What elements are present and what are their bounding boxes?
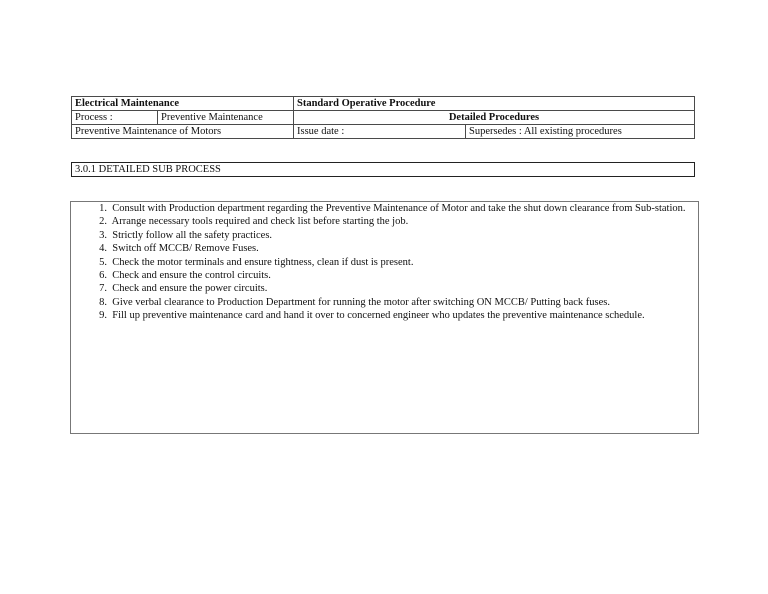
step-item — [91, 215, 694, 228]
process-label: Process : — [72, 111, 158, 125]
step-item — [91, 256, 694, 269]
step-item — [91, 202, 694, 215]
step-text: Consult with Production department regarding the Preventive Maintenance of Motor and take the shut down clearance from Sub-station. — [112, 203, 686, 214]
header-row-1 — [72, 97, 695, 111]
process-value: Preventive Maintenance — [158, 111, 294, 125]
step-item — [91, 309, 694, 322]
procedure-steps-box — [70, 201, 699, 434]
issue-date-label: Issue date : — [294, 125, 466, 139]
step-number: 9. — [99, 310, 107, 322]
step-number: 5. — [99, 256, 107, 268]
department-name: Electrical Maintenance — [72, 97, 294, 111]
step-number: 6. — [99, 270, 107, 282]
step-number: 3. — [99, 229, 107, 241]
step-text: Switch off MCCB/ Remove Fuses. — [112, 243, 259, 255]
header-table — [71, 96, 695, 139]
header-row-3 — [72, 125, 695, 139]
step-number: 1. — [99, 203, 107, 214]
step-item — [91, 282, 694, 295]
header-row-2 — [72, 111, 695, 125]
section-title: Detailed Procedures — [294, 111, 695, 125]
step-item — [91, 242, 694, 255]
step-number: 2. — [99, 216, 107, 228]
supersedes-note: Supersedes : All existing procedures — [466, 125, 695, 139]
procedure-subject: Preventive Maintenance of Motors — [72, 125, 294, 139]
step-number: 4. — [99, 243, 107, 255]
step-text: Arrange necessary tools required and check list before starting the job. — [111, 216, 409, 228]
step-number: 8. — [99, 296, 107, 308]
step-text: Check and ensure the power circuits. — [112, 283, 268, 295]
step-text: Check the motor terminals and ensure tightness, clean if dust is present. — [112, 256, 414, 268]
step-text: Give verbal clearance to Production Department for running the motor after switching ON MCCB/ Putting back fuses. — [112, 296, 611, 308]
sub-process-title: 3.0.1 DETAILED SUB PROCESS — [71, 162, 695, 177]
step-text: Check and ensure the control circuits. — [112, 270, 271, 282]
step-item — [91, 229, 694, 242]
step-text: Strictly follow all the safety practices. — [112, 229, 273, 241]
procedure-steps-list — [91, 202, 694, 323]
step-number: 7. — [99, 283, 107, 295]
step-item — [91, 296, 694, 309]
step-item — [91, 269, 694, 282]
document-type: Standard Operative Procedure — [294, 97, 695, 111]
step-text: Fill up preventive maintenance card and hand it over to concerned engineer who updates the preventive maintenance schedule. — [112, 310, 645, 322]
